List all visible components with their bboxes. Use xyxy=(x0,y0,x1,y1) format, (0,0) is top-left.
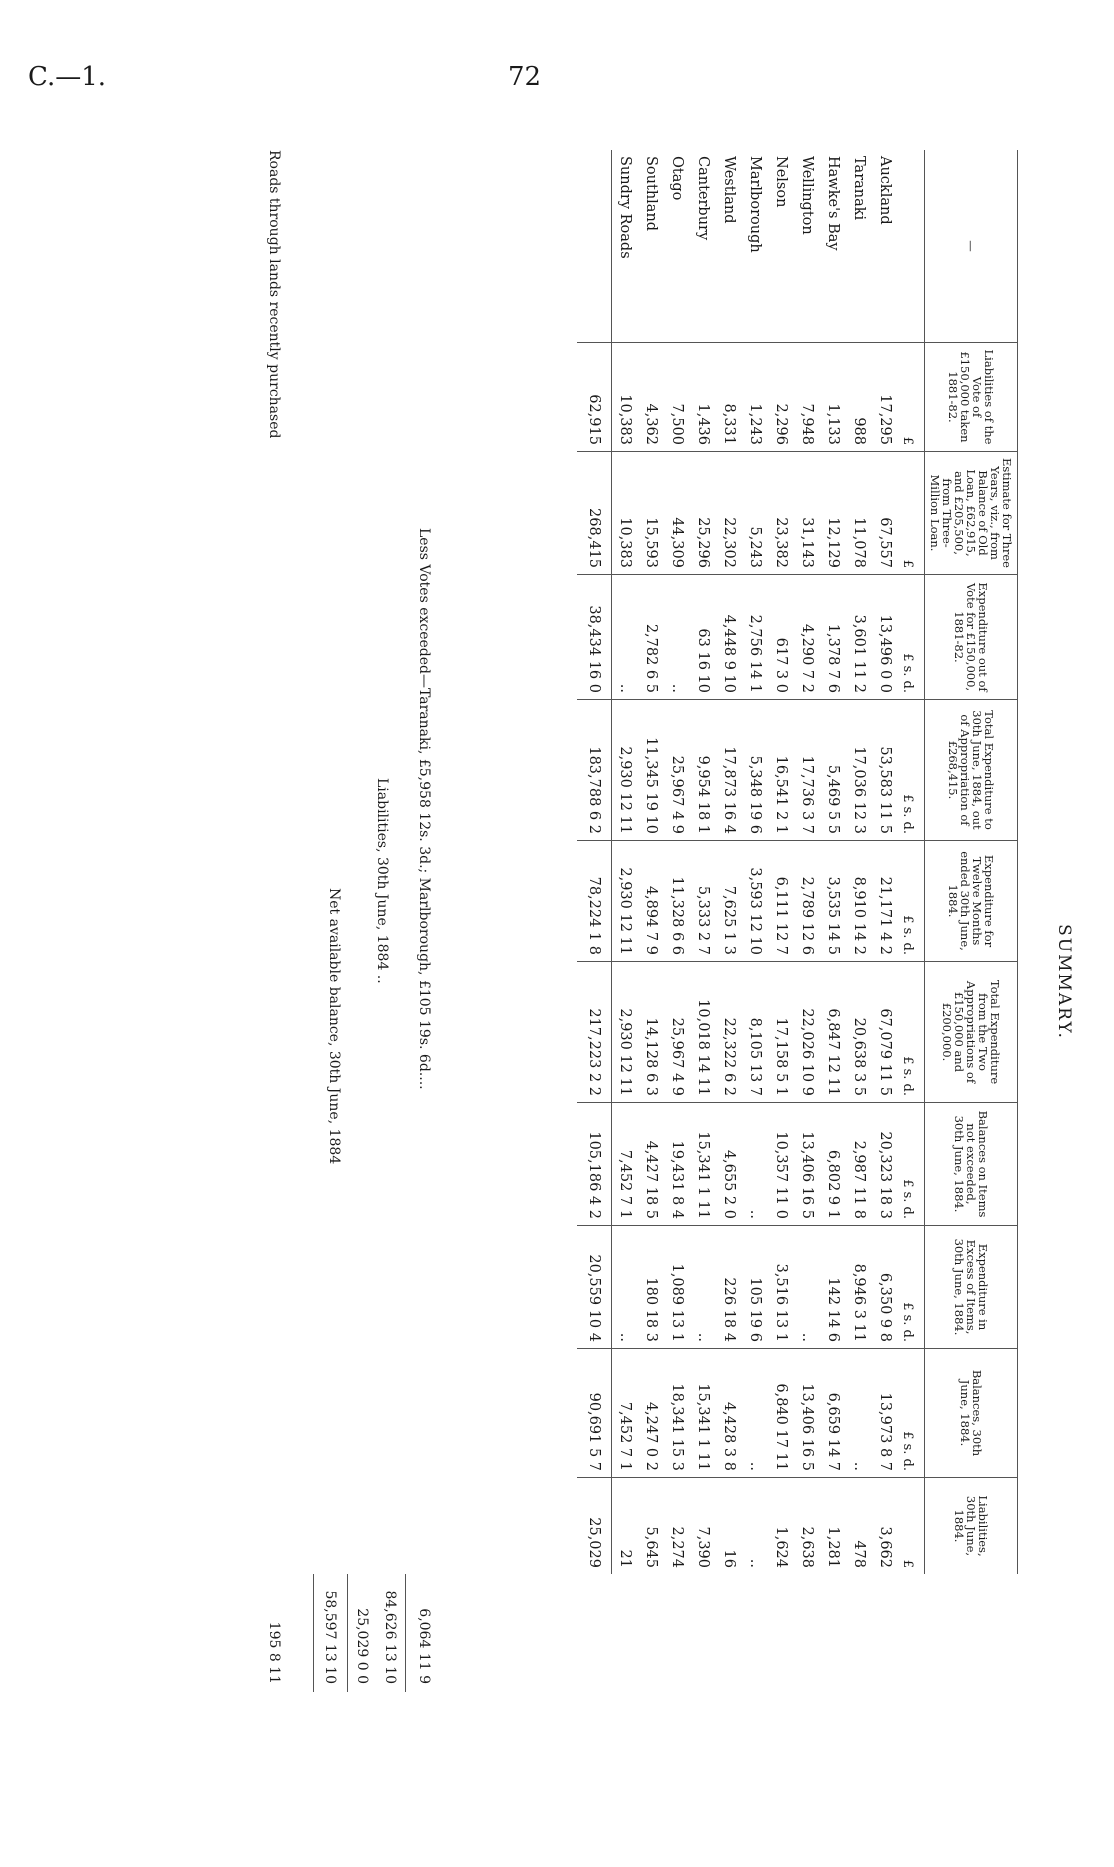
total-cell: 217,223 2 2 xyxy=(577,962,612,1103)
unit-cell: £ s. d. xyxy=(898,700,925,841)
cell-c2: 22,302 xyxy=(716,452,742,575)
less-votes-exceeded-value: 6,064 11 9 xyxy=(416,1608,432,1684)
district-name: Taranaki xyxy=(851,156,867,221)
unit-row xyxy=(898,150,925,1574)
total-cell: 183,788 6 2 xyxy=(577,700,612,841)
cell-c6: 22,026 10 9 xyxy=(794,962,820,1103)
cell-c7: 13,406 16 5 xyxy=(794,1103,820,1226)
header-twelve-months: Expenditure for Twelve Months ended 30th June, 1884. xyxy=(925,841,1018,962)
total-cell: 38,434 16 0 xyxy=(577,575,612,700)
roads-value: 195 8 11 xyxy=(266,1621,282,1684)
cell-c3: 13,496 0 0 xyxy=(872,575,898,700)
cell-c4: 25,967 4 9 xyxy=(664,700,690,841)
cell-c3: 617 3 0 xyxy=(768,575,794,700)
cell-c6: 22,322 6 2 xyxy=(716,962,742,1103)
cell-c6: 17,158 5 1 xyxy=(768,962,794,1103)
rule xyxy=(405,1574,406,1692)
cell-c5: 3,593 12 10 xyxy=(742,841,768,962)
cell-c10: 1,281 xyxy=(820,1478,846,1575)
unit-cell: £ s. d. xyxy=(898,575,925,700)
cell-c3: 4,448 9 10 xyxy=(716,575,742,700)
cell-c5: 21,171 4 2 xyxy=(872,841,898,962)
header-total-expenditure: Total Expenditure to 30th June, 1884, out of Appropriation of £268,415. xyxy=(925,700,1018,841)
cell-c2: 67,557 xyxy=(872,452,898,575)
liabilities-value: 25,029 0 0 xyxy=(354,1608,370,1684)
header-liabilities: Liabilities, 30th June, 1884. xyxy=(925,1478,1018,1575)
cell-c6: 14,128 6 3 xyxy=(638,962,664,1103)
cell-c1: 4,362 xyxy=(638,343,664,452)
cell-c4: 5,348 19 6 xyxy=(742,700,768,841)
cell-c4: 2,930 12 11 xyxy=(612,700,639,841)
cell-c10: 2,274 xyxy=(664,1478,690,1575)
cell-c4: 9,954 18 1 xyxy=(690,700,716,841)
cell-c7: 10,357 11 0 xyxy=(768,1103,794,1226)
table-row xyxy=(612,150,639,1574)
header-excess: Expenditure in Excess of Items, 30th June, 1884. xyxy=(925,1226,1018,1349)
cell-c10: 1,624 xyxy=(768,1478,794,1575)
cell-c10: 16 xyxy=(716,1478,742,1575)
total-cell: 20,559 10 4 xyxy=(577,1226,612,1349)
cell-c9: 18,341 15 3 xyxy=(664,1349,690,1478)
cell-c10: 2,638 xyxy=(794,1478,820,1575)
cell-c7: 2,987 11 8 xyxy=(846,1103,872,1226)
roads-label: Roads through lands recently purchased xyxy=(266,150,282,439)
cell-c1: 1,243 xyxy=(742,343,768,452)
cell-c3: 3,601 11 2 xyxy=(846,575,872,700)
unit-cell: £ s. d. xyxy=(898,841,925,962)
unit-cell: £ xyxy=(898,1478,925,1575)
cell-c9: 15,341 1 11 xyxy=(690,1349,716,1478)
table-row xyxy=(846,150,872,1574)
cell-c10: 7,390 xyxy=(690,1478,716,1575)
cell-c7: 20,323 18 3 xyxy=(872,1103,898,1226)
table-row xyxy=(638,150,664,1574)
net-balance-label: Net available balance, 30th June, 1884 xyxy=(326,888,342,1165)
cell-c4: 53,583 11 5 xyxy=(872,700,898,841)
header-two-appropriations: Total Expenditure from the Two Appropriations of £150,000 and £200,000. xyxy=(925,962,1018,1103)
cell-c5: 11,328 6 6 xyxy=(664,841,690,962)
cell-c3: 2,756 14 1 xyxy=(742,575,768,700)
cell-c8: 105 19 6 xyxy=(742,1226,768,1349)
cell-c4: 5,469 5 5 xyxy=(820,700,846,841)
cell-c5: 2,789 12 6 xyxy=(794,841,820,962)
cell-c2: 31,143 xyxy=(794,452,820,575)
cell-c6: 10,018 14 11 xyxy=(690,962,716,1103)
cell-c7: .. xyxy=(742,1103,768,1226)
cell-c1: 1,436 xyxy=(690,343,716,452)
cell-c9: 7,452 7 1 xyxy=(612,1349,639,1478)
cell-c2: 12,129 xyxy=(820,452,846,575)
district-name: Auckland xyxy=(877,156,893,225)
header-liabilities-vote: Liabilities of the Vote of £150,000 taken 1881-82. xyxy=(925,343,1018,452)
header-balances-not-exceeded: Balances on Items not exceeded, 30th June, 1884. xyxy=(925,1103,1018,1226)
cell-c5: 6,111 12 7 xyxy=(768,841,794,962)
cell-c1: 17,295 xyxy=(872,343,898,452)
cell-c2: 15,593 xyxy=(638,452,664,575)
cell-c6: 6,847 12 11 xyxy=(820,962,846,1103)
total-cell: 78,224 1 8 xyxy=(577,841,612,962)
cell-c8: 180 18 3 xyxy=(638,1226,664,1349)
page-number: 72 xyxy=(508,62,542,92)
table-row xyxy=(820,150,846,1574)
cell-c5: 3,535 14 5 xyxy=(820,841,846,962)
column-header-row xyxy=(925,150,1018,1574)
cell-c7: 7,452 7 1 xyxy=(612,1103,639,1226)
cell-c7: 4,655 2 0 xyxy=(716,1103,742,1226)
cell-c1: 988 xyxy=(846,343,872,452)
cell-c6: 67,079 11 5 xyxy=(872,962,898,1103)
cell-c2: 25,296 xyxy=(690,452,716,575)
table-row xyxy=(872,150,898,1574)
subtotal-value: 84,626 13 10 xyxy=(382,1590,398,1684)
table-row xyxy=(768,150,794,1574)
cell-c1: 1,133 xyxy=(820,343,846,452)
cell-c1: 7,500 xyxy=(664,343,690,452)
table-row xyxy=(690,150,716,1574)
cell-c6: 25,967 4 9 xyxy=(664,962,690,1103)
district-name: Marlborough xyxy=(747,156,763,253)
unit-cell: £ s. d. xyxy=(898,1349,925,1478)
cell-c2: 5,243 xyxy=(742,452,768,575)
summary-table-rotated xyxy=(110,128,1082,1836)
cell-c5: 8,910 14 2 xyxy=(846,841,872,962)
cell-c9: 4,247 0 2 xyxy=(638,1349,664,1478)
header-district: — xyxy=(925,150,1018,343)
cell-c5: 7,625 1 3 xyxy=(716,841,742,962)
totals-row xyxy=(577,150,612,1574)
liabilities-label: Liabilities, 30th June, 1884 .. xyxy=(374,778,390,984)
cell-c4: 17,873 16 4 xyxy=(716,700,742,841)
cell-c3: 2,782 6 5 xyxy=(638,575,664,700)
district-name: Sundry Roads xyxy=(617,156,633,259)
total-cell: 90,691 5 7 xyxy=(577,1349,612,1478)
cell-c10: 478 xyxy=(846,1478,872,1575)
table-row xyxy=(794,150,820,1574)
rule xyxy=(347,1574,348,1692)
cell-c9: 13,973 8 7 xyxy=(872,1349,898,1478)
cell-c2: 44,309 xyxy=(664,452,690,575)
header-balances: Balances, 30th June, 1884. xyxy=(925,1349,1018,1478)
cell-c2: 23,382 xyxy=(768,452,794,575)
cell-c8: .. xyxy=(794,1226,820,1349)
table-title: SUMMARY. xyxy=(1054,924,1074,1040)
cell-c8: .. xyxy=(612,1226,639,1349)
cell-c3: 4,290 7 2 xyxy=(794,575,820,700)
cell-c8: 226 18 4 xyxy=(716,1226,742,1349)
cell-c4: 17,036 12 3 xyxy=(846,700,872,841)
cell-c7: 4,427 18 5 xyxy=(638,1103,664,1226)
cell-c3: 63 16 10 xyxy=(690,575,716,700)
cell-c6: 2,930 12 11 xyxy=(612,962,639,1103)
header-expenditure-vote: Expenditure out of Vote for £150,000, 1881-82. xyxy=(925,575,1018,700)
district-name: Hawke's Bay xyxy=(825,156,841,251)
cell-c4: 11,345 19 10 xyxy=(638,700,664,841)
cell-c5: 4,894 7 9 xyxy=(638,841,664,962)
cell-c6: 20,638 3 5 xyxy=(846,962,872,1103)
cell-c7: 19,431 8 4 xyxy=(664,1103,690,1226)
cell-c8: 3,516 13 1 xyxy=(768,1226,794,1349)
table-row xyxy=(742,150,768,1574)
cell-c2: 11,078 xyxy=(846,452,872,575)
cell-c8: 8,946 3 11 xyxy=(846,1226,872,1349)
district-name: Canterbury xyxy=(695,156,711,241)
cell-c10: 21 xyxy=(612,1478,639,1575)
rule xyxy=(313,1574,314,1692)
table-row xyxy=(664,150,690,1574)
district-name: Westland xyxy=(721,156,737,224)
total-cell: 62,915 xyxy=(577,343,612,452)
cell-c3: .. xyxy=(612,575,639,700)
district-name: Nelson xyxy=(773,156,789,208)
cell-c2: 10,383 xyxy=(612,452,639,575)
cell-c5: 2,930 12 11 xyxy=(612,841,639,962)
cell-c5: 5,333 2 7 xyxy=(690,841,716,962)
unit-cell: £ xyxy=(898,452,925,575)
cell-c1: 8,331 xyxy=(716,343,742,452)
total-cell: 25,029 xyxy=(577,1478,612,1575)
cell-c9: 6,659 14 7 xyxy=(820,1349,846,1478)
cell-c1: 2,296 xyxy=(768,343,794,452)
unit-cell: £ s. d. xyxy=(898,962,925,1103)
total-cell: 268,415 xyxy=(577,452,612,575)
cell-c8: 6,350 9 8 xyxy=(872,1226,898,1349)
unit-cell: £ s. d. xyxy=(898,1226,925,1349)
cell-c8: .. xyxy=(690,1226,716,1349)
cell-c10: 5,645 xyxy=(638,1478,664,1575)
cell-c10: 3,662 xyxy=(872,1478,898,1575)
unit-cell: £ s. d. xyxy=(898,1103,925,1226)
cell-c8: 142 14 6 xyxy=(820,1226,846,1349)
cell-c7: 6,802 9 1 xyxy=(820,1103,846,1226)
net-balance-value: 58,597 13 10 xyxy=(322,1590,338,1684)
cell-c7: 15,341 1 11 xyxy=(690,1103,716,1226)
table-row xyxy=(716,150,742,1574)
less-votes-exceeded-label: Less Votes exceeded—Taranaki, £5,958 12s. 3d.; Marlborough, £105 19s. 6d.... xyxy=(416,528,432,1090)
cell-c9: .. xyxy=(742,1349,768,1478)
district-name: Wellington xyxy=(799,156,815,235)
cell-c9: 6,840 17 11 xyxy=(768,1349,794,1478)
unit-cell: £ xyxy=(898,343,925,452)
district-name: Otago xyxy=(669,156,685,201)
total-cell: 105,186 4 2 xyxy=(577,1103,612,1226)
header-estimate: Estimate for Three Years, viz., from Balance of Old Loan, £62,915, and £205,500, from Three-Million Loan. xyxy=(925,452,1018,575)
cell-c8: 1,089 13 1 xyxy=(664,1226,690,1349)
cell-c1: 7,948 xyxy=(794,343,820,452)
cell-c9: .. xyxy=(846,1349,872,1478)
cell-c3: .. xyxy=(664,575,690,700)
cell-c9: 13,406 16 5 xyxy=(794,1349,820,1478)
document-code: C.—1. xyxy=(28,62,107,92)
summary-table xyxy=(577,150,1018,1574)
cell-c10: .. xyxy=(742,1478,768,1575)
cell-c9: 4,428 3 8 xyxy=(716,1349,742,1478)
cell-c1: 10,383 xyxy=(612,343,639,452)
cell-c3: 1,378 7 6 xyxy=(820,575,846,700)
cell-c4: 16,541 2 1 xyxy=(768,700,794,841)
cell-c6: 8,105 13 7 xyxy=(742,962,768,1103)
cell-c4: 17,736 3 7 xyxy=(794,700,820,841)
district-name: Southland xyxy=(643,156,659,232)
